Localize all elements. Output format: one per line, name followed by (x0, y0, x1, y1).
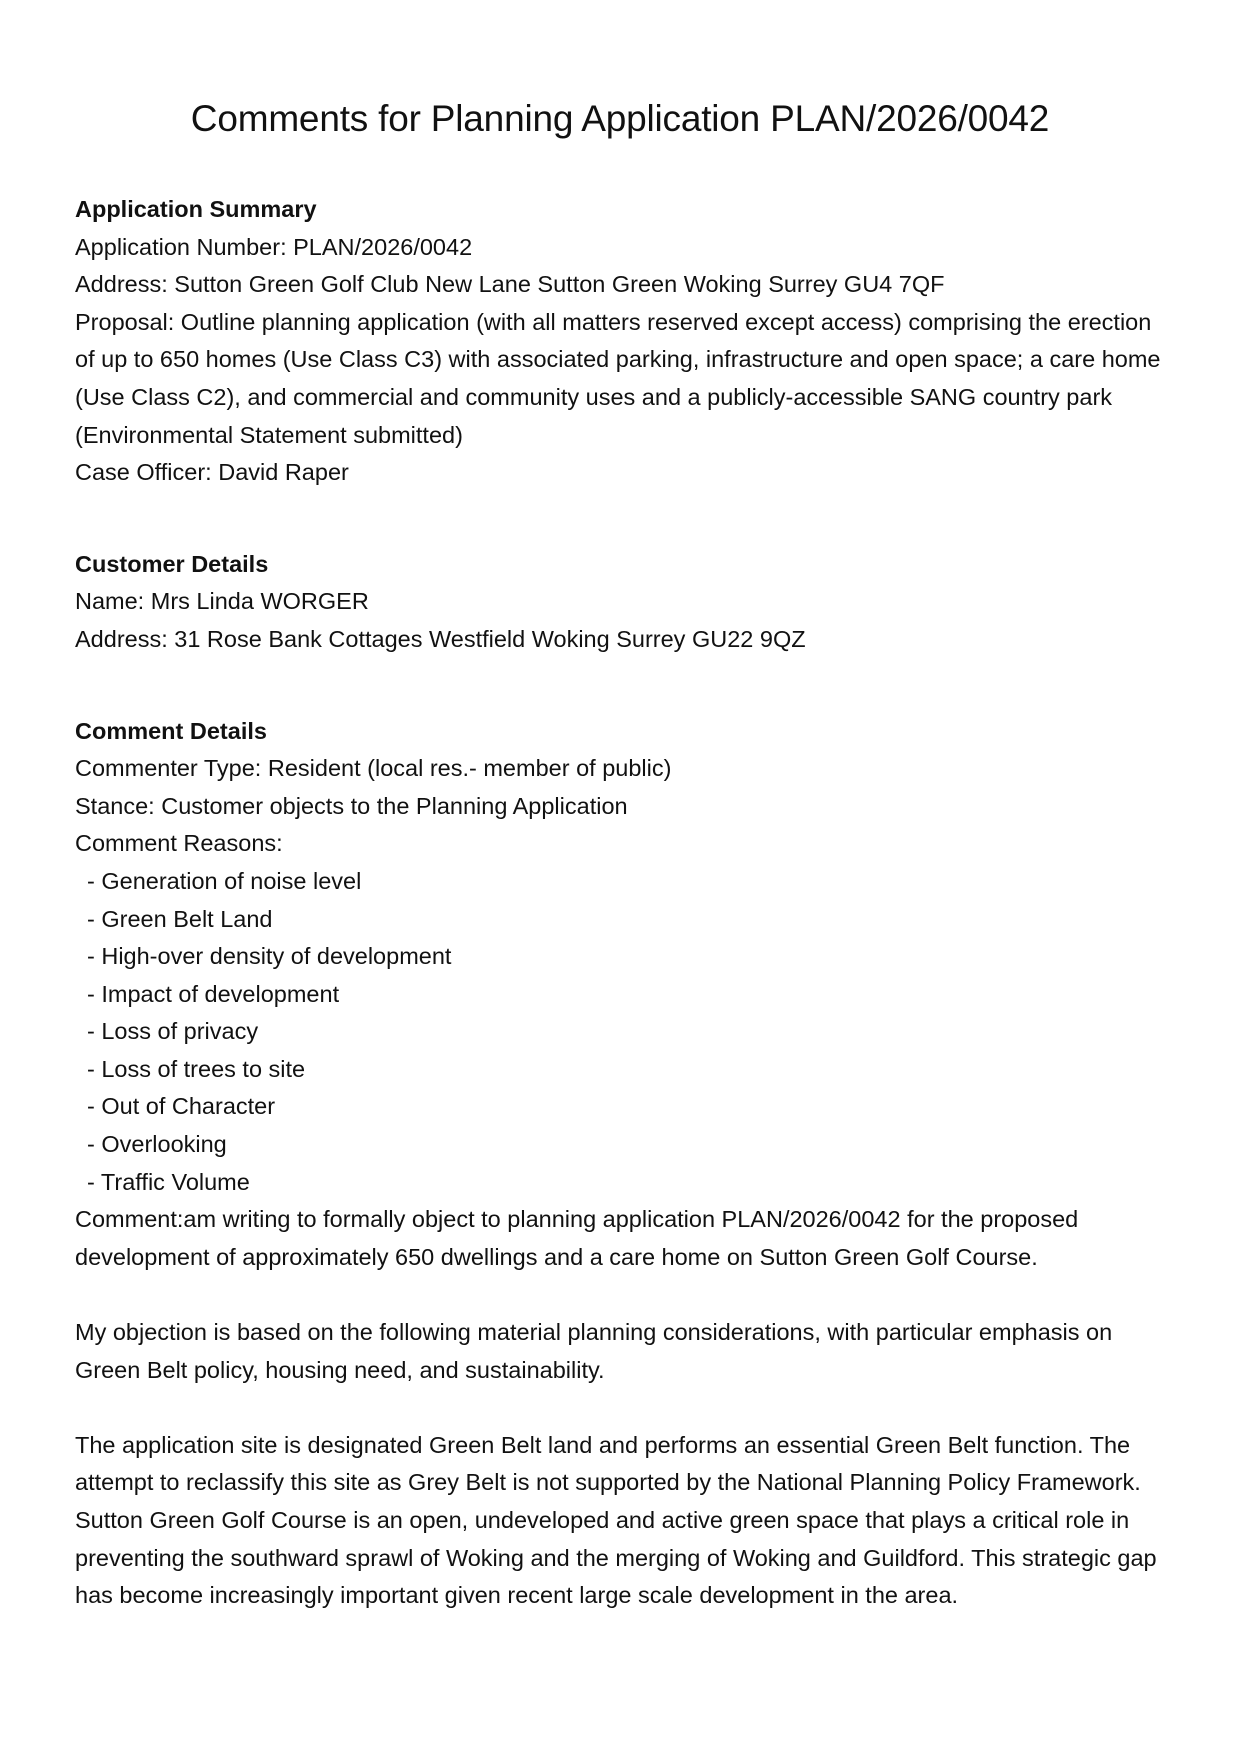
list-item: - Loss of trees to site (87, 1055, 306, 1082)
customer-name: Name: Mrs Linda WORGER (75, 588, 369, 615)
case-officer: Case Officer: David Raper (75, 459, 349, 486)
list-item: - Generation of noise level (87, 867, 362, 894)
comment-paragraph: Comment:am writing to formally object to planning application PLAN/2026/0042 for the proposed development of approximately 650 dwellings and a care home on Sutton Green Golf Course. (75, 1206, 1079, 1270)
comment-reasons-list (75, 863, 1175, 1201)
application-summary-heading: Application Summary (75, 196, 317, 222)
comment-details-section (75, 713, 1175, 1615)
site-address: Address: Sutton Green Golf Club New Lane Sutton Green Woking Surrey GU4 7QF (75, 271, 945, 298)
customer-details-section (75, 546, 1175, 659)
comment-details-heading: Comment Details (75, 717, 267, 744)
list-item: - Out of Character (87, 1093, 276, 1120)
list-item: - Overlooking (87, 1131, 227, 1158)
list-item: - Loss of privacy (87, 1018, 259, 1045)
commenter-type: Commenter Type: Resident (local res.- member of public) (75, 755, 672, 782)
comment-paragraph: My objection is based on the following material planning considerations, with particular emphasis on Green Belt policy, housing need, and sustainability. (75, 1319, 1113, 1383)
customer-details-heading: Customer Details (75, 550, 269, 577)
comment-reasons-label: Comment Reasons: (75, 830, 283, 857)
stance: Stance: Customer objects to the Planning Application (75, 792, 628, 819)
comment-body (75, 1201, 1170, 1615)
list-item: - Green Belt Land (87, 905, 273, 932)
customer-address: Address: 31 Rose Bank Cottages Westfield Woking Surrey GU22 9QZ (75, 625, 806, 652)
application-number: Application Number: PLAN/2026/0042 (75, 233, 473, 260)
list-item: - Traffic Volume (87, 1168, 250, 1195)
list-item: - Impact of development (87, 980, 340, 1007)
application-summary-section (75, 191, 1175, 492)
comment-paragraph: The application site is designated Green Belt land and performs an essential Green Belt function. The attempt to reclassify this site as Grey Belt is not supported by the National Planning Policy Framework. Sutton Green Golf Course is an open, undeveloped and active green space that plays a critical role in preventing the southward sprawl of Woking and the merging of Woking and Guildford. This strategic gap has become increasingly important given recent large scale development in the area. (75, 1431, 1157, 1609)
document-page (75, 92, 1175, 1615)
list-item: - High-over density of development (87, 943, 452, 970)
page-title: Comments for Planning Application PLAN/2026/0042 (190, 98, 1050, 139)
proposal-text: Proposal: Outline planning application (with all matters reserved except access) comprising the erection of up to 650 homes (Use Class C3) with associated parking, infrastructure and open space; a care home (Use Class C2), and commercial and community uses and a publicly-accessible SANG country park (Environmental Statement submitted) (75, 308, 1161, 448)
